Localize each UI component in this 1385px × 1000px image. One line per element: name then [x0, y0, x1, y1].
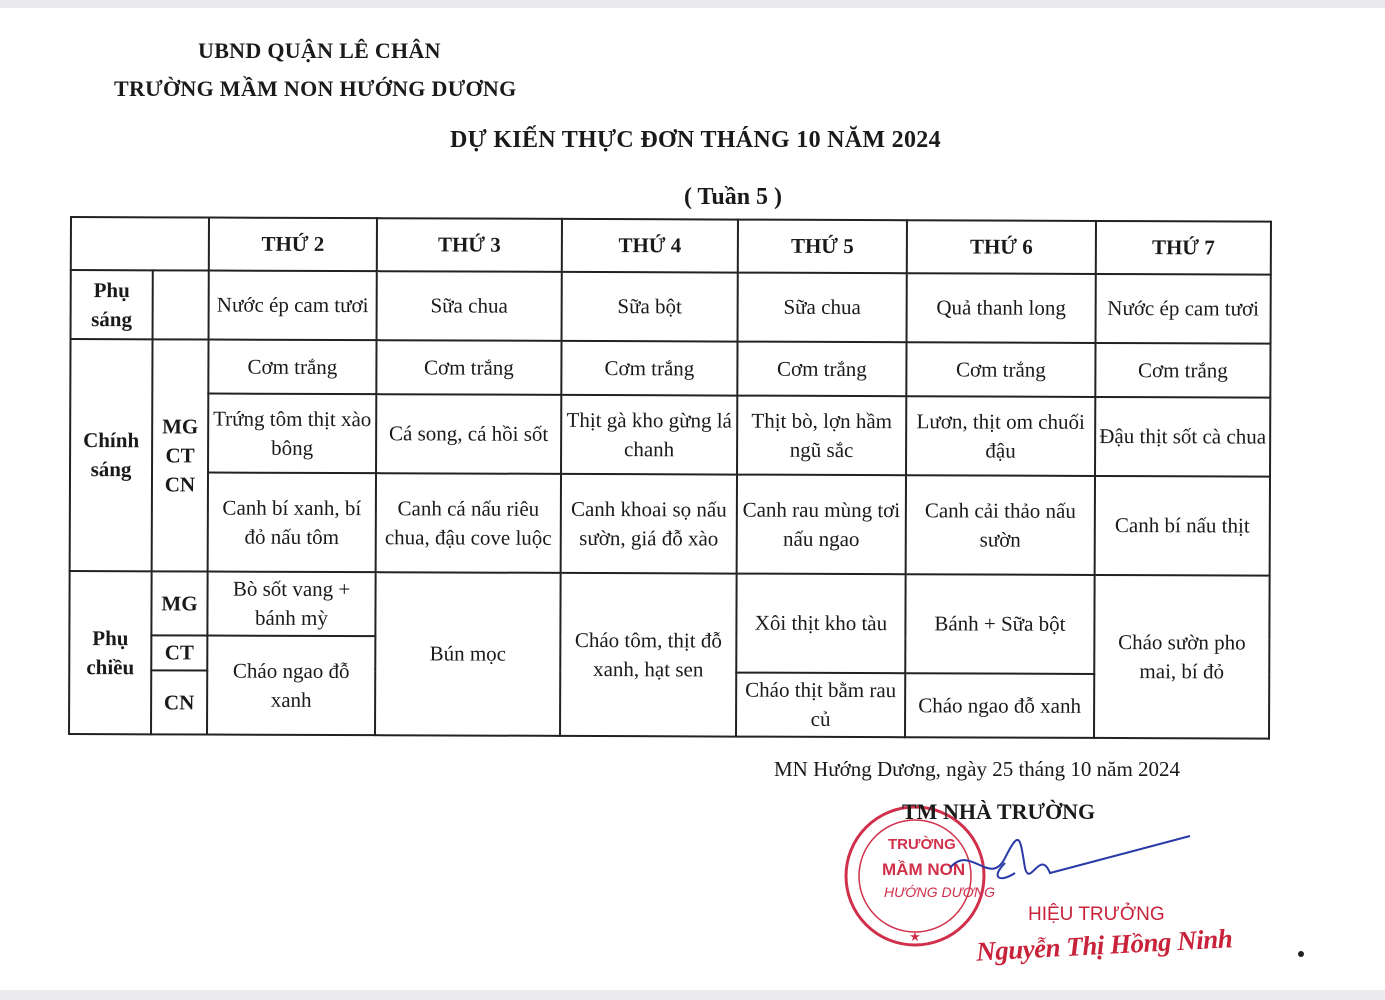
menu-cell: Quả thanh long	[907, 273, 1096, 343]
seal-line-1: TRƯỜNG	[888, 836, 956, 853]
menu-cell: Cháo ngao đỗ xanh	[905, 673, 1094, 738]
menu-cell: Trứng tôm thịt xào bông	[208, 394, 376, 474]
menu-cell: Cơm trắng	[376, 340, 561, 395]
menu-table	[68, 216, 1272, 740]
menu-cell: Cháo thịt bằm rau củ	[736, 673, 905, 738]
menu-cell: Xôi thịt kho tàu	[736, 574, 905, 674]
org-line-2: TRƯỜNG MẦM NON HƯỚNG DƯƠNG	[114, 76, 517, 101]
menu-cell: Cháo ngao đỗ xanh	[207, 636, 375, 736]
chinh-sang-soup-row	[70, 472, 1270, 576]
menu-cell: Cá song, cá hồi sốt	[376, 394, 561, 474]
menu-cell: Nước ép cam tươi	[209, 271, 377, 341]
menu-cell: Sữa chua	[738, 273, 907, 343]
menu-cell: Cơm trắng	[208, 340, 376, 395]
menu-cell: Cháo sườn pho mai, bí đỏ	[1094, 575, 1270, 739]
phu-chieu-row-mg	[69, 571, 1269, 640]
ink-dot	[1298, 951, 1304, 957]
menu-cell: Canh rau mùng tơi nấu ngao	[737, 475, 906, 575]
group-cn-cell: CN	[151, 670, 207, 734]
chinh-sang-rice-row	[70, 339, 1270, 398]
phu-sang-row	[71, 270, 1271, 344]
position-label: HIỆU TRƯỞNG	[1028, 904, 1165, 925]
seal-line-3: HƯỚNG DƯƠNG	[884, 884, 996, 900]
chinh-sang-main-row	[70, 393, 1270, 477]
menu-cell: Bánh + Sữa bột	[905, 574, 1094, 674]
menu-cell: Cháo tôm, thịt đỗ xanh, hạt sen	[560, 573, 737, 737]
bottom-edge	[0, 990, 1385, 1000]
menu-cell: Bò sốt vang + bánh mỳ	[207, 572, 375, 637]
place-date: MN Hướng Dương, ngày 25 tháng 10 năm 2024	[774, 757, 1181, 781]
day-header: THỨ 2	[209, 218, 377, 272]
seal-line-2: MẦM NON	[882, 860, 966, 879]
age-group-cell: MG CT CN	[152, 339, 209, 571]
menu-cell: Cơm trắng	[1095, 343, 1270, 398]
menu-cell: Thịt bò, lợn hầm ngũ sắc	[737, 396, 906, 476]
group-mg-cell: MG	[151, 571, 207, 635]
menu-cell: Canh cải thảo nấu sườn	[906, 475, 1095, 575]
chinh-sang-label: Chính sáng	[70, 339, 153, 571]
principal-name: Nguyễn Thị Hồng Ninh	[975, 923, 1233, 967]
menu-cell: Canh khoai sọ nấu sườn, giá đỗ xào	[561, 474, 737, 574]
group-ct-cell: CT	[151, 635, 207, 670]
day-header: THỨ 7	[1096, 221, 1271, 275]
org-line-1: UBND QUẬN LÊ CHÂN	[198, 38, 441, 63]
day-header: THỨ 3	[377, 218, 562, 272]
top-edge	[0, 0, 1385, 8]
menu-cell: Thịt gà kho gừng lá chanh	[561, 395, 737, 475]
signature-scribble	[930, 828, 1200, 898]
phu-chieu-label: Phụ chiều	[69, 571, 152, 734]
header-row	[71, 217, 1271, 275]
menu-cell: Sữa bột	[562, 272, 738, 342]
document-title: DỰ KIẾN THỰC ĐƠN THÁNG 10 NĂM 2024	[450, 127, 941, 153]
svg-text:★: ★	[909, 929, 921, 944]
menu-cell: Bún mọc	[375, 572, 561, 736]
menu-cell: Nước ép cam tươi	[1096, 274, 1271, 344]
menu-cell: Sữa chua	[377, 271, 562, 341]
empty-group-cell	[153, 270, 209, 339]
week-label: ( Tuần 5 )	[684, 184, 783, 210]
menu-cell: Cơm trắng	[737, 342, 906, 397]
menu-cell: Cơm trắng	[906, 342, 1095, 397]
menu-cell: Canh bí nấu thịt	[1095, 476, 1270, 576]
on-behalf-label: TM NHÀ TRƯỜNG	[902, 799, 1096, 824]
day-header: THỨ 6	[907, 220, 1096, 274]
menu-cell: Lươn, thịt om chuối đậu	[906, 396, 1095, 476]
menu-cell: Canh cá nấu riêu chua, đậu cove luộc	[376, 473, 561, 573]
day-header: THỨ 4	[562, 219, 738, 273]
menu-cell: Đậu thịt sốt cà chua	[1095, 397, 1270, 477]
corner-cell	[71, 217, 209, 271]
menu-cell: Canh bí xanh, bí đỏ nấu tôm	[208, 473, 376, 573]
day-header: THỨ 5	[738, 220, 907, 274]
menu-cell: Cơm trắng	[561, 341, 737, 396]
phu-sang-label: Phụ sáng	[71, 270, 153, 339]
